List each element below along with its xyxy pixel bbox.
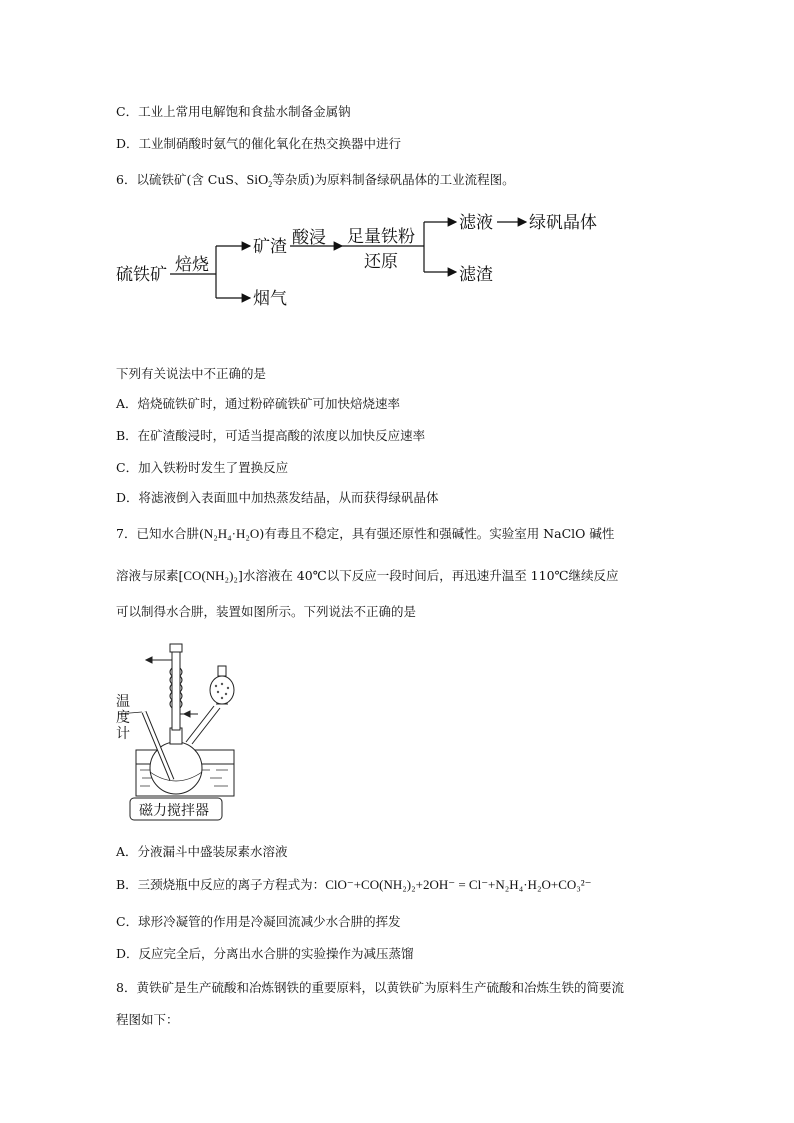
q7-stem-line-2: 溶液与尿素[CO(NH₂)₂]水溶液在 40℃以下反应一段时间后，再迅速升温至 110℃继续反应 — [116, 568, 619, 583]
stirrer-label: 磁力搅拌器 — [139, 803, 209, 819]
q7-ionic-equation: ClO⁻+CO(NH₂)₂+2OH⁻ = Cl⁻+N₂H₄·H₂O+CO₃²⁻ — [325, 877, 592, 892]
thermo-label-1: 温 — [116, 694, 130, 710]
thermo-label-2: 度 — [116, 710, 130, 726]
q6-option-d: D．将滤液倒入表面皿中加热蒸发结晶，从而获得绿矾晶体 — [116, 490, 439, 505]
q8-stem-line-2: 程图如下： — [116, 1012, 179, 1027]
q6-formula-sio2: SiO$_2$ — [246, 173, 273, 189]
flow-slag-label: 矿渣 — [253, 237, 287, 257]
q7-stem-line-1: 7．已知水合肼(N₂H₄·H₂O)有毒且不稳定，具有强还原性和强碱性。实验室用 NaClO 碱性 — [116, 526, 615, 541]
flow-product-label: 绿矾晶体 — [529, 213, 597, 233]
q5-option-d: D．工业制硝酸时氨气的催化氧化在热交换器中进行 — [116, 136, 402, 151]
flow-acid-label: 酸浸 — [292, 228, 326, 248]
q7-stem-line-3: 可以制得水合肼，装置如图所示。下列说法不正确的是 — [116, 604, 417, 619]
q7-formula-urea: CO(NH₂)₂ — [183, 568, 238, 583]
q6-option-a: A．焙烧硫铁矿时，通过粉碎硫铁矿可加快焙烧速率 — [116, 396, 401, 411]
dropping-funnel — [210, 676, 234, 704]
q5-option-c: C．工业上常用电解饱和食盐水制备金属钠 — [116, 104, 351, 119]
q7-option-c: C．球形冷凝管的作用是冷凝回流减少水合肼的挥发 — [116, 914, 401, 929]
q8-stem-line-1: 8．黄铁矿是生产硫酸和冶炼钢铁的重要原料，以黄铁矿为原料生产硫酸和冶炼生铁的简要流 — [116, 980, 624, 995]
q7-formula-hydrazine: N₂H₄·H₂O — [203, 526, 260, 541]
flow-smoke-label: 烟气 — [253, 289, 287, 309]
q6-stem-post: 等杂质)为原料制备绿矾晶体的工业流程图。 — [272, 172, 515, 187]
thermo-label-3: 计 — [116, 726, 130, 742]
q7-option-b: B．三颈烧瓶中反应的离子方程式为：ClO⁻+CO(NH₂)₂+2OH⁻ = Cl⁻+N₂H₄·H₂O+CO₃²⁻ — [116, 877, 592, 892]
flow-roast-label: 焙烧 — [175, 255, 209, 275]
flow-reduce-label: 还原 — [364, 252, 398, 272]
q6-stem-pre: 6．以硫铁矿(含 CuS、 — [116, 172, 247, 187]
flow-iron-label: 足量铁粉 — [347, 227, 415, 247]
condenser — [172, 652, 180, 730]
q6-question: 下列有关说法中不正确的是 — [116, 366, 267, 381]
q6-option-c: C．加入铁粉时发生了置换反应 — [116, 460, 289, 475]
flow-start-label: 硫铁矿 — [116, 265, 167, 285]
flow-residue-label: 滤渣 — [459, 265, 493, 285]
q7-option-d: D．反应完全后，分离出水合肼的实验操作为减压蒸馏 — [116, 946, 414, 961]
q7-option-a: A．分液漏斗中盛装尿素水溶液 — [116, 844, 288, 859]
q6-option-b: B．在矿渣酸浸时，可适当提高酸的浓度以加快反应速率 — [116, 428, 426, 443]
flow-filtrate-label: 滤液 — [459, 213, 493, 233]
